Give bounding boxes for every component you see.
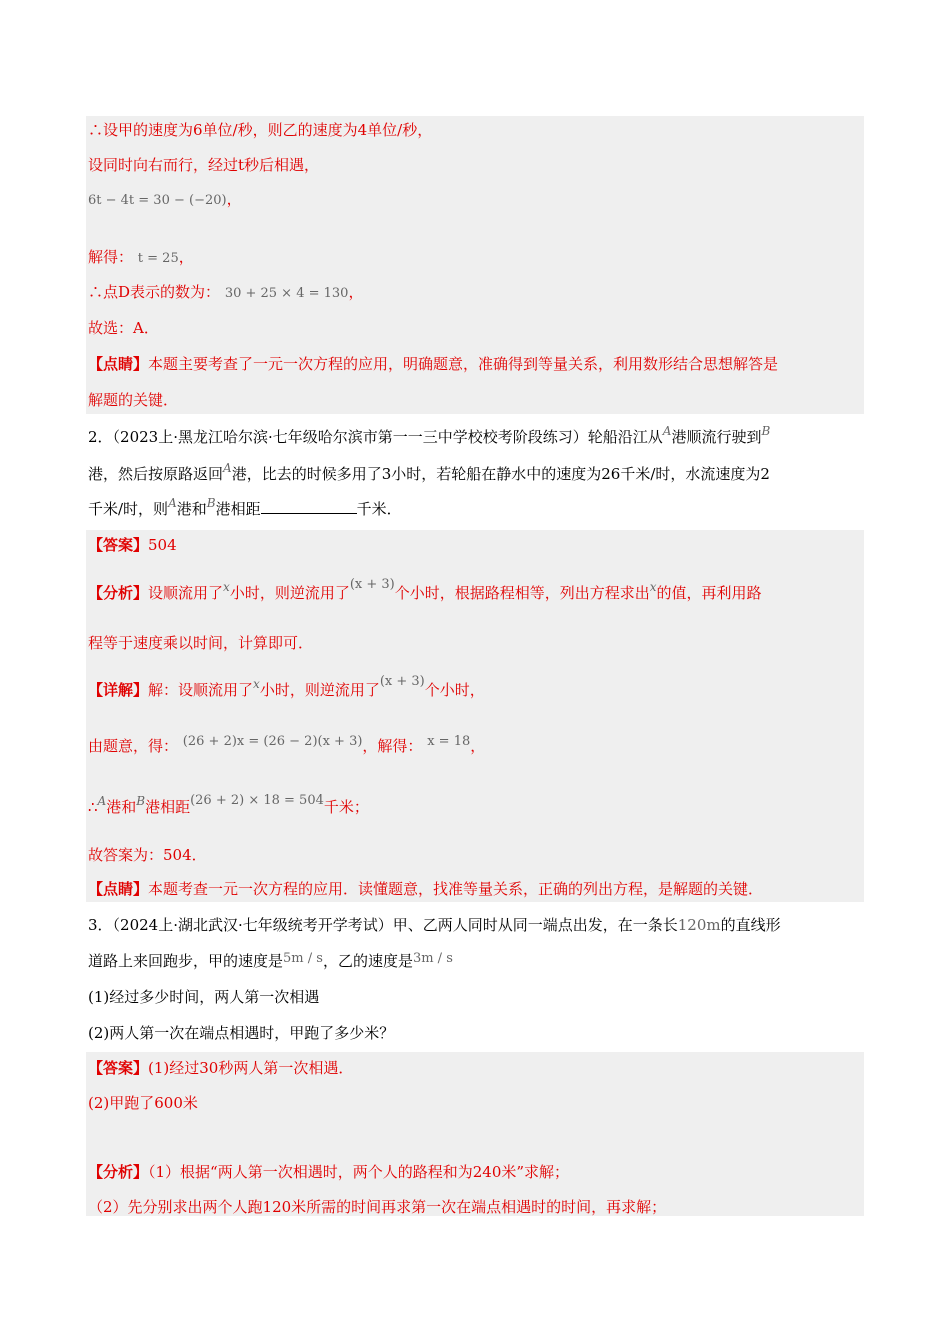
q3-line-2: 道路上来回跑步，甲的速度是5m / s，乙的速度是3m / s <box>88 951 453 970</box>
q2-distance-row: ∴$^A$港和$^B$港相距(26 + 2) × 18 = 504千米； <box>88 793 369 816</box>
s1-line-2: 设同时向右而行，经过t秒后相遇， <box>88 156 320 174</box>
q2-equation-row: 由题意，得： (26 + 2)x = (26 − 2)(x + 3)，解得： x = 18， <box>88 734 486 755</box>
equation: x = 18 <box>427 734 471 749</box>
s1-line-1: ∴设甲的速度为6单位/秒，则乙的速度为4单位/秒， <box>88 121 433 139</box>
s1-solve-row: 解得： t = 25， <box>88 248 194 266</box>
q2-line-3: 千米/时，则$^A$港和$^B$港相距 千米． <box>88 496 402 518</box>
s1-choice: 故选：A． <box>88 319 159 337</box>
equation: (26 + 2)x = (26 − 2)(x + 3) <box>182 734 363 749</box>
q2-line-1: 2．（2023上·黑龙江哈尔滨·七年级哈尔滨市第一一三中学校校考阶段练习）轮船沿江从$^A$港顺流行驶到$^B$ <box>88 424 771 446</box>
q3-answer-1: 【答案】(1)经过30秒两人第一次相遇． <box>88 1059 354 1077</box>
q3-part-1: (1)经过多少时间，两人第一次相遇 <box>88 988 320 1006</box>
q3-analysis-2: （2）先分别求出两个人跑120米所需的时间再求第一次在端点相遇时的时间，再求解； <box>88 1198 667 1216</box>
equation: 30 + 25 × 4 = 130 <box>224 286 349 301</box>
equation: t = 25 <box>137 251 179 266</box>
q2-comment: 【点睛】本题考查一元一次方程的应用．读懂题意，找准等量关系，正确的列出方程，是解题的关键． <box>88 880 764 898</box>
q2-line-2: 港，然后按原路返回$^A$港，比去的时候多用了3小时，若轮船在静水中的速度为26千米/时，水流速度为2 <box>88 461 770 483</box>
q2-analysis: 【分析】设顺流用了$^x$小时，则逆流用了(x + 3)个小时，根据路程相等，列出方程求出$^x$的值，再利用路 <box>88 577 762 602</box>
q3-analysis-1: 【分析】（1）根据“两人第一次相遇时，两个人的路程和为240米”求解； <box>88 1163 570 1181</box>
q3-answer-2: (2)甲跑了600米 <box>88 1094 198 1112</box>
s1-equation-row: 6t − 4t = 30 − (−20)， <box>88 190 242 208</box>
q2-final: 故答案为：504． <box>88 846 207 864</box>
q3-part-2: (2)两人第一次在端点相遇时，甲跑了多少米？ <box>88 1024 395 1042</box>
s1-point-row: ∴点D表示的数为： 30 + 25 × 4 = 130， <box>88 283 364 301</box>
s1-comment: 【点睛】本题主要考查了一元一次方程的应用，明确题意，准确得到等量关系，利用数形结合思想解答是 <box>88 355 779 373</box>
s1-comment-cont: 解题的关键． <box>88 391 179 409</box>
answer-blank <box>261 499 357 514</box>
q2-answer: 【答案】504 <box>88 536 177 554</box>
q3-line-1: 3．（2024上·湖北武汉·七年级统考开学考试）甲、乙两人同时从同一端点出发，在一条长120m的直线形 <box>88 916 781 934</box>
equation: 6t − 4t = 30 − (−20) <box>88 193 227 208</box>
equation: (26 + 2) × 18 = 504 <box>190 793 324 808</box>
q2-detail: 【详解】解：设顺流用了$^x$小时，则逆流用了(x + 3)个小时， <box>88 674 485 699</box>
q2-analysis-cont: 程等于速度乘以时间，计算即可． <box>88 634 314 652</box>
